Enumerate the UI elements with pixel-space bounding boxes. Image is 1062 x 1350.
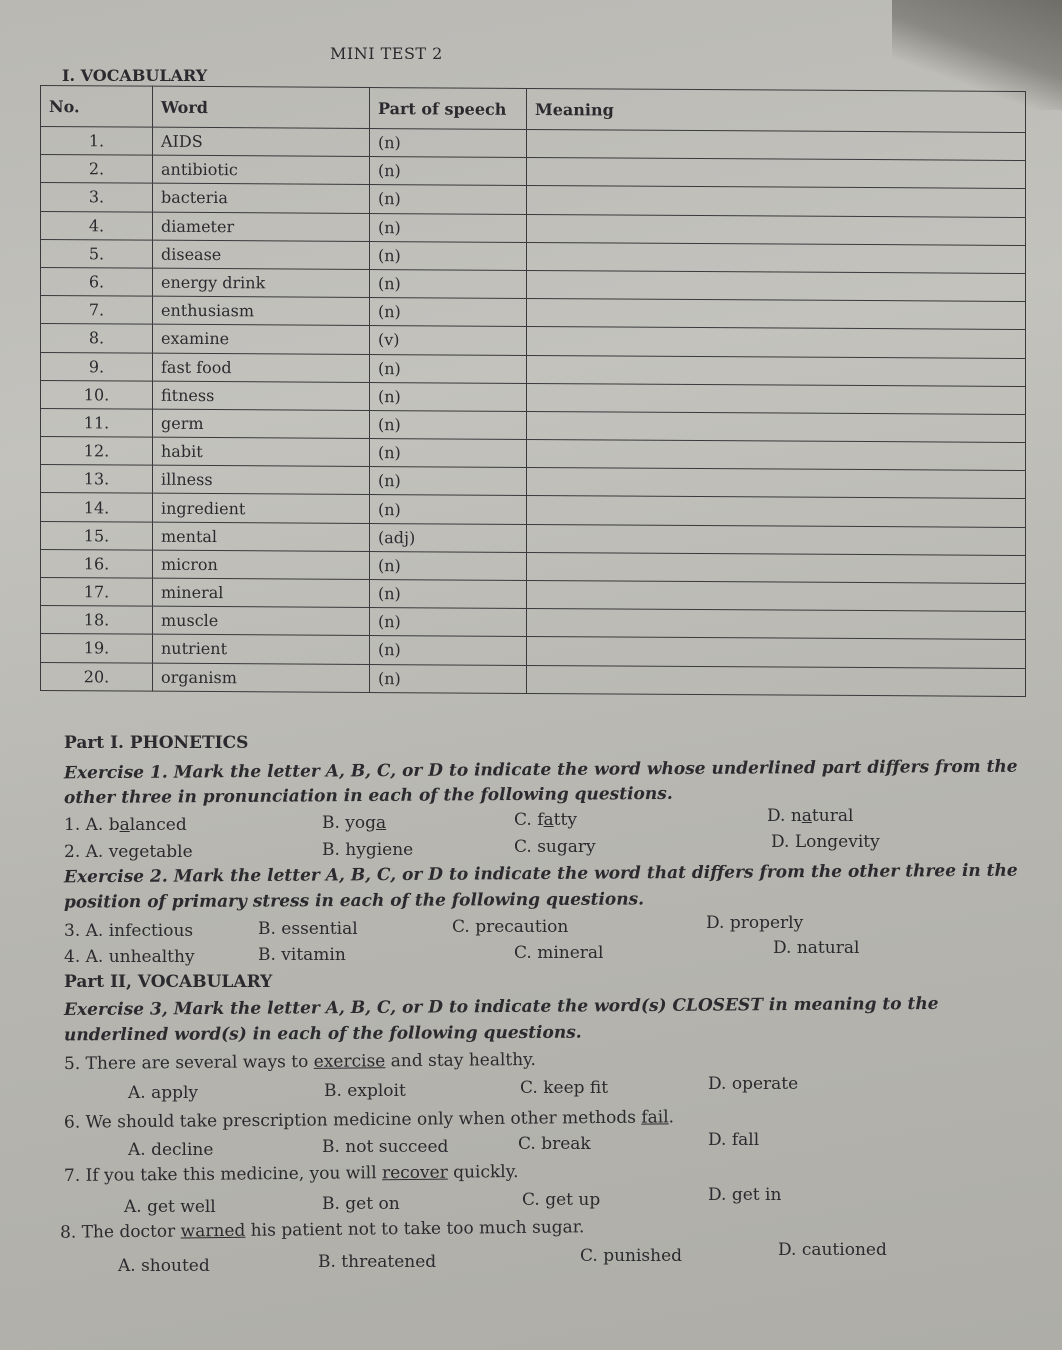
- q1-option-b: B. yoga: [322, 813, 387, 833]
- row-meaning: [527, 270, 1026, 301]
- q7-option-b: B. get on: [322, 1194, 400, 1214]
- q3-option-b: B. essential: [258, 919, 358, 939]
- row-part-of-speech: (n): [370, 467, 527, 496]
- row-meaning: [527, 552, 1026, 583]
- row-part-of-speech: (n): [370, 410, 527, 439]
- header-pos: Part of speech: [370, 88, 527, 130]
- row-meaning: [527, 242, 1026, 273]
- row-word: examine: [153, 324, 370, 354]
- q1-option-a: 1. A. balanced: [64, 815, 187, 835]
- q6-option-b: B. not succeed: [322, 1137, 449, 1157]
- q2-option-a: 2. A. vegetable: [64, 842, 193, 862]
- row-meaning: [527, 468, 1026, 499]
- q1-option-c: C. fatty: [514, 810, 577, 830]
- row-part-of-speech: (n): [370, 298, 527, 327]
- header-word: Word: [153, 86, 370, 128]
- row-word: nutrient: [153, 635, 370, 665]
- row-number: 11.: [41, 408, 153, 437]
- row-word: mineral: [153, 578, 370, 608]
- ex1-instruction-line2: other three in pronunciation in each of the following questions.: [63, 783, 673, 809]
- row-part-of-speech: (n): [370, 241, 527, 270]
- q4-option-c: C. mineral: [514, 943, 604, 963]
- row-part-of-speech: (adj): [370, 523, 527, 552]
- row-word: illness: [153, 465, 370, 495]
- row-number: 1.: [41, 126, 153, 155]
- row-number: 15.: [41, 521, 153, 550]
- q8-option-c: C. punished: [580, 1246, 683, 1266]
- header-no: No.: [41, 85, 153, 127]
- row-part-of-speech: (v): [370, 326, 527, 355]
- row-meaning: [527, 383, 1026, 414]
- row-meaning: [527, 665, 1026, 696]
- row-number: 4.: [41, 211, 153, 240]
- row-meaning: [527, 524, 1026, 555]
- row-meaning: [527, 440, 1026, 471]
- q7-stem: 7. If you take this medicine, you will recover quickly.: [63, 1162, 519, 1186]
- row-number: 12.: [41, 437, 153, 466]
- row-part-of-speech: (n): [370, 382, 527, 411]
- q7-option-a: A. get well: [124, 1197, 216, 1217]
- q7-option-c: C. get up: [522, 1190, 601, 1210]
- q5-option-a: A. apply: [128, 1083, 199, 1103]
- page-title: MINI TEST 2: [330, 44, 443, 63]
- row-word: organism: [153, 663, 370, 693]
- q8-stem: 8. The doctor warned his patient not to take too much sugar.: [59, 1217, 585, 1243]
- vocab-heading: I. VOCABULARY: [62, 66, 208, 85]
- q1-option-d: D. natural: [767, 806, 854, 826]
- row-word: antibiotic: [153, 155, 370, 185]
- row-part-of-speech: (n): [370, 439, 527, 468]
- row-part-of-speech: (n): [370, 129, 527, 158]
- q6-option-a: A. decline: [128, 1140, 214, 1160]
- q5-option-c: C. keep fit: [520, 1078, 609, 1098]
- row-part-of-speech: (n): [370, 213, 527, 242]
- row-part-of-speech: (n): [370, 269, 527, 298]
- row-number: 19.: [41, 634, 153, 663]
- row-part-of-speech: (n): [370, 636, 527, 665]
- row-number: 14.: [41, 493, 153, 522]
- row-meaning: [527, 214, 1026, 245]
- q6-stem: 6. We should take prescription medicine only when other methods fail.: [63, 1107, 675, 1133]
- part2-heading: Part II, VOCABULARY: [64, 972, 273, 992]
- q3-option-d: D. properly: [706, 913, 804, 933]
- q4-option-b: B. vitamin: [258, 945, 346, 965]
- header-meaning: Meaning: [527, 88, 1026, 132]
- row-word: germ: [153, 409, 370, 439]
- row-word: ingredient: [153, 494, 370, 524]
- row-word: diameter: [153, 212, 370, 242]
- row-word: micron: [153, 550, 370, 580]
- row-number: 3.: [41, 183, 153, 212]
- row-word: enthusiasm: [153, 296, 370, 326]
- q5-option-d: D. operate: [708, 1074, 799, 1094]
- row-word: bacteria: [153, 184, 370, 214]
- row-word: AIDS: [153, 127, 370, 157]
- row-number: 18.: [41, 606, 153, 635]
- q8-option-b: B. threatened: [318, 1252, 437, 1272]
- ex3-instruction-line1: Exercise 3, Mark the letter A, B, C, or D to indicate the word(s) CLOSEST in meaning to the: [63, 993, 939, 1021]
- row-part-of-speech: (n): [370, 664, 527, 693]
- q4-option-d: D. natural: [773, 938, 860, 958]
- row-meaning: [527, 609, 1026, 640]
- row-number: 5.: [41, 239, 153, 268]
- q7-option-d: D. get in: [708, 1185, 782, 1205]
- row-meaning: [527, 637, 1026, 668]
- ex2-instruction-line2: position of primary stress in each of the following questions.: [63, 889, 645, 913]
- q8-option-d: D. cautioned: [778, 1240, 887, 1260]
- row-part-of-speech: (n): [370, 185, 527, 214]
- ex2-instruction-line1: Exercise 2. Mark the letter A, B, C, or D to indicate the word that differs from the other three in the: [63, 860, 1018, 888]
- row-part-of-speech: (n): [370, 157, 527, 186]
- ex3-instruction-line2: underlined word(s) in each of the following questions.: [63, 1022, 582, 1046]
- row-meaning: [527, 327, 1026, 358]
- row-part-of-speech: (n): [370, 551, 527, 580]
- q2-option-c: C. sugary: [514, 837, 596, 857]
- row-number: 17.: [41, 577, 153, 606]
- q6-option-d: D. fall: [708, 1130, 760, 1150]
- row-number: 13.: [41, 465, 153, 494]
- row-meaning: [527, 186, 1026, 217]
- ex1-instruction-line1: Exercise 1. Mark the letter A, B, C, or D to indicate the word whose underlined part differs from the: [63, 756, 1018, 784]
- row-number: 2.: [41, 155, 153, 184]
- row-meaning: [527, 129, 1026, 160]
- q3-option-a: 3. A. infectious: [64, 921, 194, 941]
- row-word: energy drink: [153, 268, 370, 298]
- row-number: 7.: [41, 296, 153, 325]
- row-part-of-speech: (n): [370, 495, 527, 524]
- table-row: [41, 662, 1026, 696]
- vocab-table: [40, 85, 1026, 697]
- row-word: fast food: [153, 353, 370, 383]
- row-number: 9.: [41, 352, 153, 381]
- q6-option-c: C. break: [518, 1134, 591, 1154]
- row-word: fitness: [153, 381, 370, 411]
- vocab-table-header: [41, 85, 1026, 132]
- row-part-of-speech: (n): [370, 354, 527, 383]
- q3-option-c: C. precaution: [452, 917, 569, 937]
- row-part-of-speech: (n): [370, 580, 527, 609]
- row-meaning: [527, 355, 1026, 386]
- row-meaning: [527, 580, 1026, 611]
- q5-stem: 5. There are several ways to exercise and stay healthy.: [63, 1049, 536, 1075]
- q8-option-a: A. shouted: [118, 1256, 210, 1276]
- row-meaning: [527, 158, 1026, 189]
- row-word: disease: [153, 240, 370, 270]
- row-number: 16.: [41, 549, 153, 578]
- row-word: habit: [153, 437, 370, 467]
- part1-heading: Part I. PHONETICS: [64, 733, 249, 753]
- row-meaning: [527, 411, 1026, 442]
- q2-option-d: D. Longevity: [771, 832, 880, 852]
- row-number: 20.: [41, 662, 153, 691]
- q4-option-a: 4. A. unhealthy: [64, 947, 195, 967]
- row-word: muscle: [153, 606, 370, 636]
- row-number: 6.: [41, 267, 153, 296]
- row-meaning: [527, 299, 1026, 330]
- q5-option-b: B. exploit: [324, 1081, 406, 1101]
- q2-option-b: B. hygiene: [322, 840, 414, 860]
- row-meaning: [527, 496, 1026, 527]
- row-word: mental: [153, 522, 370, 552]
- row-part-of-speech: (n): [370, 608, 527, 637]
- row-number: 8.: [41, 324, 153, 353]
- row-number: 10.: [41, 380, 153, 409]
